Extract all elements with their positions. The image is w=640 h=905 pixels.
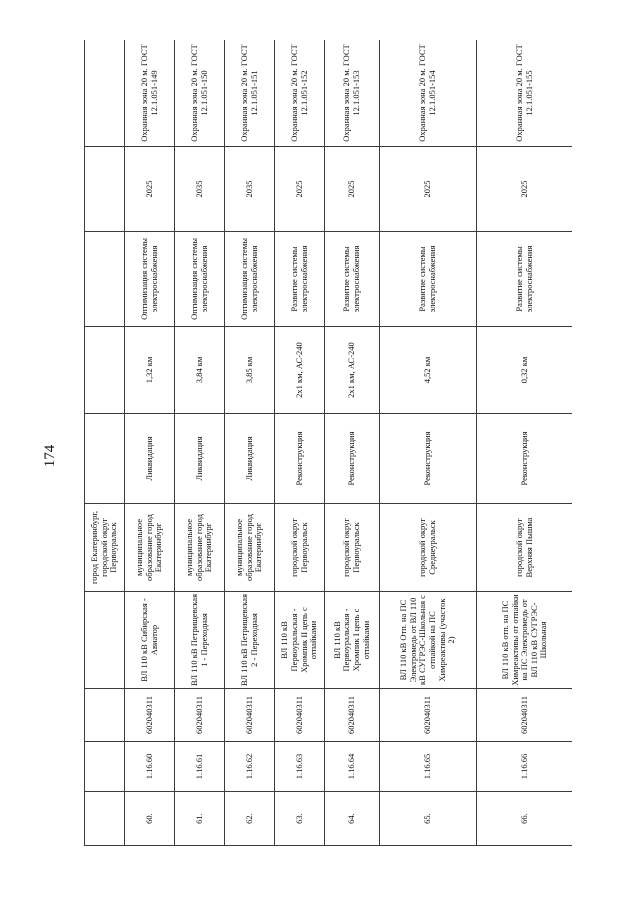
cell-name: ВЛ 110 кВ отп. на ПС Химреактивы от отпайки на ПС Электромедь от ВЛ 110 кВ СУГРЭС-Школьная <box>477 592 573 689</box>
cell-code: 1.16.62 <box>225 742 275 792</box>
cell-id: 602040311 <box>477 689 573 742</box>
header-cell-num <box>85 792 125 846</box>
objects-table <box>84 40 572 846</box>
table-row-header <box>85 40 125 846</box>
header-cell-territory: город Екатеринбург, городской округ Первоуральск <box>85 504 125 592</box>
cell-zone: Охранная зона 20 м. ГОСТ 12.1.051-155 <box>477 40 573 147</box>
cell-zone: Охранная зона 20 м. ГОСТ 12.1.051-149 <box>125 40 175 147</box>
header-cell-zone <box>85 40 125 147</box>
cell-zone: Охранная зона 20 м. ГОСТ 12.1.051-150 <box>175 40 225 147</box>
cell-name: ВЛ 110 кВ Петрищевская 1 - Переходная <box>175 592 225 689</box>
table-row <box>380 40 477 846</box>
cell-parameters: 1,32 км <box>125 327 175 414</box>
cell-action: Ликвидация <box>175 414 225 504</box>
header-cell-param <box>85 327 125 414</box>
cell-action: Ликвидация <box>125 414 175 504</box>
cell-parameters: 4,52 км <box>380 327 477 414</box>
page-number: 174 <box>41 444 58 468</box>
cell-action: Реконструкция <box>477 414 573 504</box>
cell-id: 602040311 <box>275 689 325 742</box>
table-row <box>325 40 380 846</box>
cell-zone: Охранная зона 20 м. ГОСТ 12.1.051-152 <box>275 40 325 147</box>
cell-number: 64. <box>325 792 380 846</box>
cell-parameters: 2х1 км, АС-240 <box>325 327 380 414</box>
cell-id: 602040311 <box>325 689 380 742</box>
cell-purpose: Развитие системы электроснабжения <box>325 232 380 327</box>
cell-year: 2025 <box>125 147 175 232</box>
cell-name: ВЛ 110 кВ Первоуральская - Хромпик II цепь с отпайками <box>275 592 325 689</box>
cell-code: 1.16.61 <box>175 742 225 792</box>
cell-zone: Охранная зона 20 м. ГОСТ 12.1.051-153 <box>325 40 380 147</box>
cell-number: 62. <box>225 792 275 846</box>
cell-id: 602040311 <box>175 689 225 742</box>
cell-territory: городской округ Первоуральск <box>275 504 325 592</box>
header-cell-purpose <box>85 232 125 327</box>
cell-territory: городской округ Среднеуральск <box>380 504 477 592</box>
rotated-table-frame <box>84 40 572 846</box>
cell-action: Реконструкция <box>275 414 325 504</box>
cell-code: 1.16.64 <box>325 742 380 792</box>
table-row <box>477 40 573 846</box>
cell-parameters: 3,84 км <box>175 327 225 414</box>
cell-territory: городской округ Верхняя Пышма <box>477 504 573 592</box>
cell-parameters: 3,85 км <box>225 327 275 414</box>
cell-id: 602040311 <box>125 689 175 742</box>
cell-name: ВЛ 110 кВ Петрищевская 2 - Переходная <box>225 592 275 689</box>
cell-name: ВЛ 110 кВ Первоуральская - Хромпик I цепь с отпайками <box>325 592 380 689</box>
cell-number: 63. <box>275 792 325 846</box>
cell-purpose: Оптимизация системы электроснабжения <box>225 232 275 327</box>
cell-year: 2035 <box>225 147 275 232</box>
cell-zone: Охранная зона 20 м. ГОСТ 12.1.051-151 <box>225 40 275 147</box>
cell-purpose: Развитие системы электроснабжения <box>380 232 477 327</box>
cell-number: 65. <box>380 792 477 846</box>
cell-year: 2035 <box>175 147 225 232</box>
cell-name: ВЛ 110 кВ Отп. на ПС Электромедь от ВЛ 110 кВ СУГРЭС-Школьная с отпайкой на ПС Химреактивы (участок 2) <box>380 592 477 689</box>
cell-number: 66. <box>477 792 573 846</box>
cell-year: 2025 <box>325 147 380 232</box>
cell-parameters: 2х1 км, АС-240 <box>275 327 325 414</box>
cell-action: Реконструкция <box>325 414 380 504</box>
table-row <box>175 40 225 846</box>
table-container <box>84 40 572 846</box>
header-cell-name <box>85 592 125 689</box>
cell-action: Ликвидация <box>225 414 275 504</box>
cell-id: 602040311 <box>380 689 477 742</box>
cell-number: 61. <box>175 792 225 846</box>
cell-territory: муниципальное образование город Екатеринбург <box>125 504 175 592</box>
cell-purpose: Развитие системы электроснабжения <box>275 232 325 327</box>
cell-code: 1.16.60 <box>125 742 175 792</box>
cell-code: 1.16.65 <box>380 742 477 792</box>
cell-code: 1.16.63 <box>275 742 325 792</box>
cell-id: 602040311 <box>225 689 275 742</box>
cell-year: 2025 <box>275 147 325 232</box>
header-cell-year <box>85 147 125 232</box>
cell-purpose: Развитие системы электроснабжения <box>477 232 573 327</box>
table-row <box>275 40 325 846</box>
cell-purpose: Оптимизация системы электроснабжения <box>125 232 175 327</box>
cell-year: 2025 <box>380 147 477 232</box>
header-cell-id <box>85 689 125 742</box>
cell-action: Реконструкция <box>380 414 477 504</box>
table-row <box>225 40 275 846</box>
header-cell-code <box>85 742 125 792</box>
cell-territory: городской округ Первоуральск <box>325 504 380 592</box>
table-row <box>125 40 175 846</box>
cell-parameters: 0,32 км <box>477 327 573 414</box>
cell-territory: муниципальное образование город Екатеринбург <box>175 504 225 592</box>
cell-year: 2025 <box>477 147 573 232</box>
cell-zone: Охранная зона 20 м. ГОСТ 12.1.051-154 <box>380 40 477 147</box>
header-cell-action <box>85 414 125 504</box>
cell-purpose: Оптимизация системы электроснабжения <box>175 232 225 327</box>
cell-name: ВЛ 110 кВ Сибирская - Авиатор <box>125 592 175 689</box>
cell-territory: муниципальное образование город Екатеринбург <box>225 504 275 592</box>
cell-code: 1.16.66 <box>477 742 573 792</box>
cell-number: 60. <box>125 792 175 846</box>
